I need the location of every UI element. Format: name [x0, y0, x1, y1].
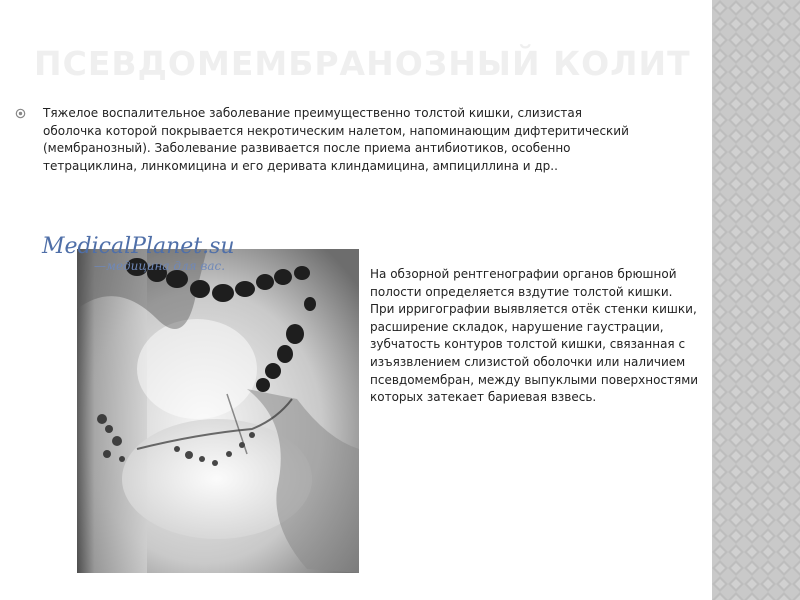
body-paragraph-1: Тяжелое воспалительное заболевание преимущественно толстой кишки, слизистая оболочка которой покрывается некротическим налетом, напоминающим дифтеритический (мембранозный). Заболевание развивается после приема антибиотиков, особенно тетрациклина, линкомицина и его деривата клиндамицина, ампициллина и др.. [43, 106, 629, 173]
decorative-stripe [712, 0, 800, 600]
bullet-ring-icon [15, 108, 26, 119]
watermark-tagline: —медицина для вас. [94, 259, 226, 273]
watermark-site: MedicalPlanet.su [42, 234, 235, 259]
body-paragraph-2: На обзорной рентгенографии органов брюшной полости определяется вздутие толстой кишки. При ирригографии выявляется отёк стенки кишки, расширение складок, нарушение гаустрации, зубчатость контуров толстой кишки, связанная с изъязвлением слизистой оболочки или наличием псевдомембран, между выпуклыми поверхностями которых затекает бариевая взвесь. [370, 267, 699, 405]
slide-title: ПСЕВДОМЕМБРАНОЗНЫЙ КОЛИТ [34, 44, 691, 83]
xray-image [77, 249, 359, 573]
